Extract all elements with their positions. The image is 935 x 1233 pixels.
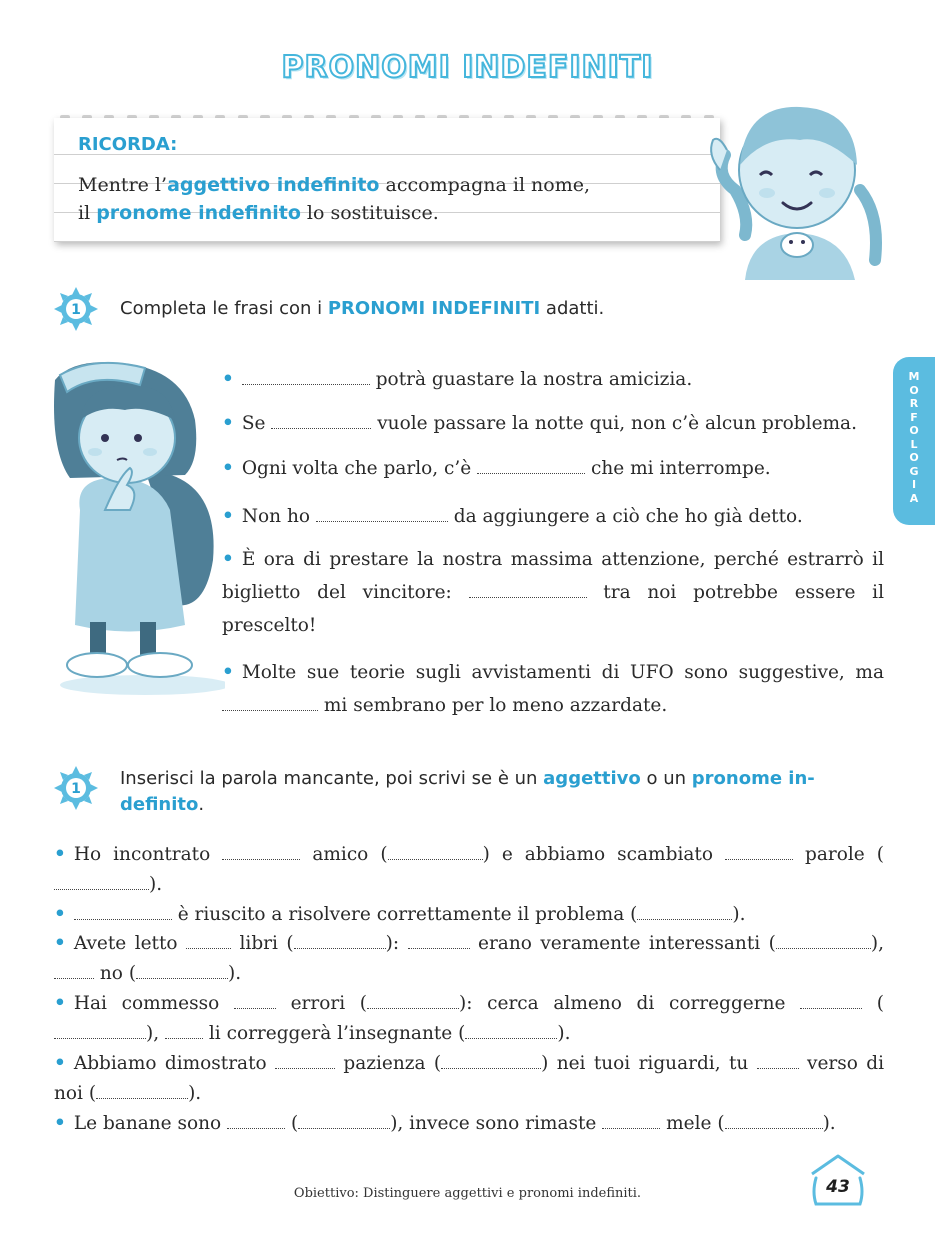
exercise-2-item: • Ho incontrato amico ( ) e abbiamo scambiato parole (). <box>54 840 884 900</box>
answer-blank[interactable] <box>367 991 459 1010</box>
answer-blank[interactable] <box>96 1081 188 1100</box>
answer-blank[interactable] <box>54 1021 146 1040</box>
answer-blank[interactable] <box>298 1111 390 1130</box>
answer-blank[interactable] <box>757 1051 799 1070</box>
exercise-1-instruction: Completa le frasi con i PRONOMI INDEFINITI adatti. <box>120 298 605 319</box>
answer-blank[interactable] <box>136 961 228 980</box>
answer-blank[interactable] <box>242 367 370 386</box>
answer-blank[interactable] <box>234 991 276 1010</box>
exercise-2-number: 1 <box>71 781 81 797</box>
answer-blank[interactable] <box>441 1051 541 1070</box>
exercise-2-item: • è riuscito a risolvere correttamente il problema ( ). <box>54 900 884 930</box>
exercise-2-instruction: Inserisci la parola mancante, poi scrivi se è un aggettivo o un pronome in- definito. <box>120 768 815 815</box>
ricorda-line-2: il pronome indefinito lo sostituisce. <box>78 202 439 224</box>
answer-blank[interactable] <box>800 991 862 1010</box>
answer-blank[interactable] <box>316 504 448 523</box>
exercise-1-item: • Molte sue teorie sugli avvistamenti di UFO sono suggestive, ma mi sembrano per lo meno azzardate. <box>222 662 884 716</box>
page-number: 43 <box>826 1177 850 1197</box>
answer-blank[interactable] <box>74 902 172 921</box>
exercise-1-item: • È ora di prestare la nostra massima attenzione, perché estrarrò il biglietto del vincitore: tra noi potrebbe essere il prescelto! <box>222 549 884 636</box>
ricorda-line-1: Mentre l’aggettivo indefinito accompagna il nome, <box>78 174 591 196</box>
exercise-1-item: • potrà guastare la nostra amicizia. <box>222 363 884 396</box>
answer-blank[interactable] <box>227 1111 285 1130</box>
ricorda-label: RICORDA: <box>78 134 178 155</box>
answer-blank[interactable] <box>54 872 149 891</box>
answer-blank[interactable] <box>388 842 483 861</box>
answer-blank[interactable] <box>294 931 386 950</box>
exercise-2-icon <box>52 764 100 812</box>
answer-blank[interactable] <box>637 902 732 921</box>
page-objective: Obiettivo: Distinguere aggettivi e pronomi indefiniti. <box>293 1186 642 1201</box>
answer-blank[interactable] <box>222 842 300 861</box>
answer-blank[interactable] <box>602 1111 660 1130</box>
section-tab-label: M O R F O L O G I A <box>908 370 920 505</box>
answer-blank[interactable] <box>477 456 585 475</box>
answer-blank[interactable] <box>222 693 318 712</box>
answer-blank[interactable] <box>469 580 587 599</box>
girl-waving-illustration <box>705 95 890 280</box>
answer-blank[interactable] <box>776 931 871 950</box>
answer-blank[interactable] <box>54 961 94 980</box>
exercise-1-item: • Ogni volta che parlo, c’è che mi interrompe. <box>222 452 884 485</box>
answer-blank[interactable] <box>271 411 371 430</box>
answer-blank[interactable] <box>725 1111 823 1130</box>
exercise-2-item: • Hai commesso errori ( ): cerca almeno di correggerne (), li correggerà l’insegnante ( ). <box>54 989 884 1049</box>
exercise-2-item: • Abbiamo dimostrato pazienza ( ) nei tuoi riguardi, tu verso di noi ( ). <box>54 1049 884 1109</box>
answer-blank[interactable] <box>465 1021 557 1040</box>
girl-thinking-illustration <box>35 360 225 695</box>
answer-blank[interactable] <box>725 842 793 861</box>
exercise-1-number: 1 <box>71 302 81 318</box>
answer-blank[interactable] <box>186 931 231 950</box>
exercise-2-item: • Le banane sono ( ), invece sono rimaste mele ( ). <box>54 1109 884 1139</box>
exercise-1-item: • Se vuole passare la notte qui, non c’è alcun problema. <box>222 407 884 440</box>
answer-blank[interactable] <box>165 1021 203 1040</box>
answer-blank[interactable] <box>275 1051 335 1070</box>
answer-blank[interactable] <box>408 931 470 950</box>
exercise-1-item: • Non ho da aggiungere a ciò che ho già detto. <box>222 500 884 533</box>
exercise-2-item: • Avete letto libri ( ): erano veramente interessanti ( ), no ( ). <box>54 929 884 989</box>
exercise-1-icon <box>52 285 100 333</box>
page-title: PRONOMI INDEFINITI <box>281 50 654 85</box>
